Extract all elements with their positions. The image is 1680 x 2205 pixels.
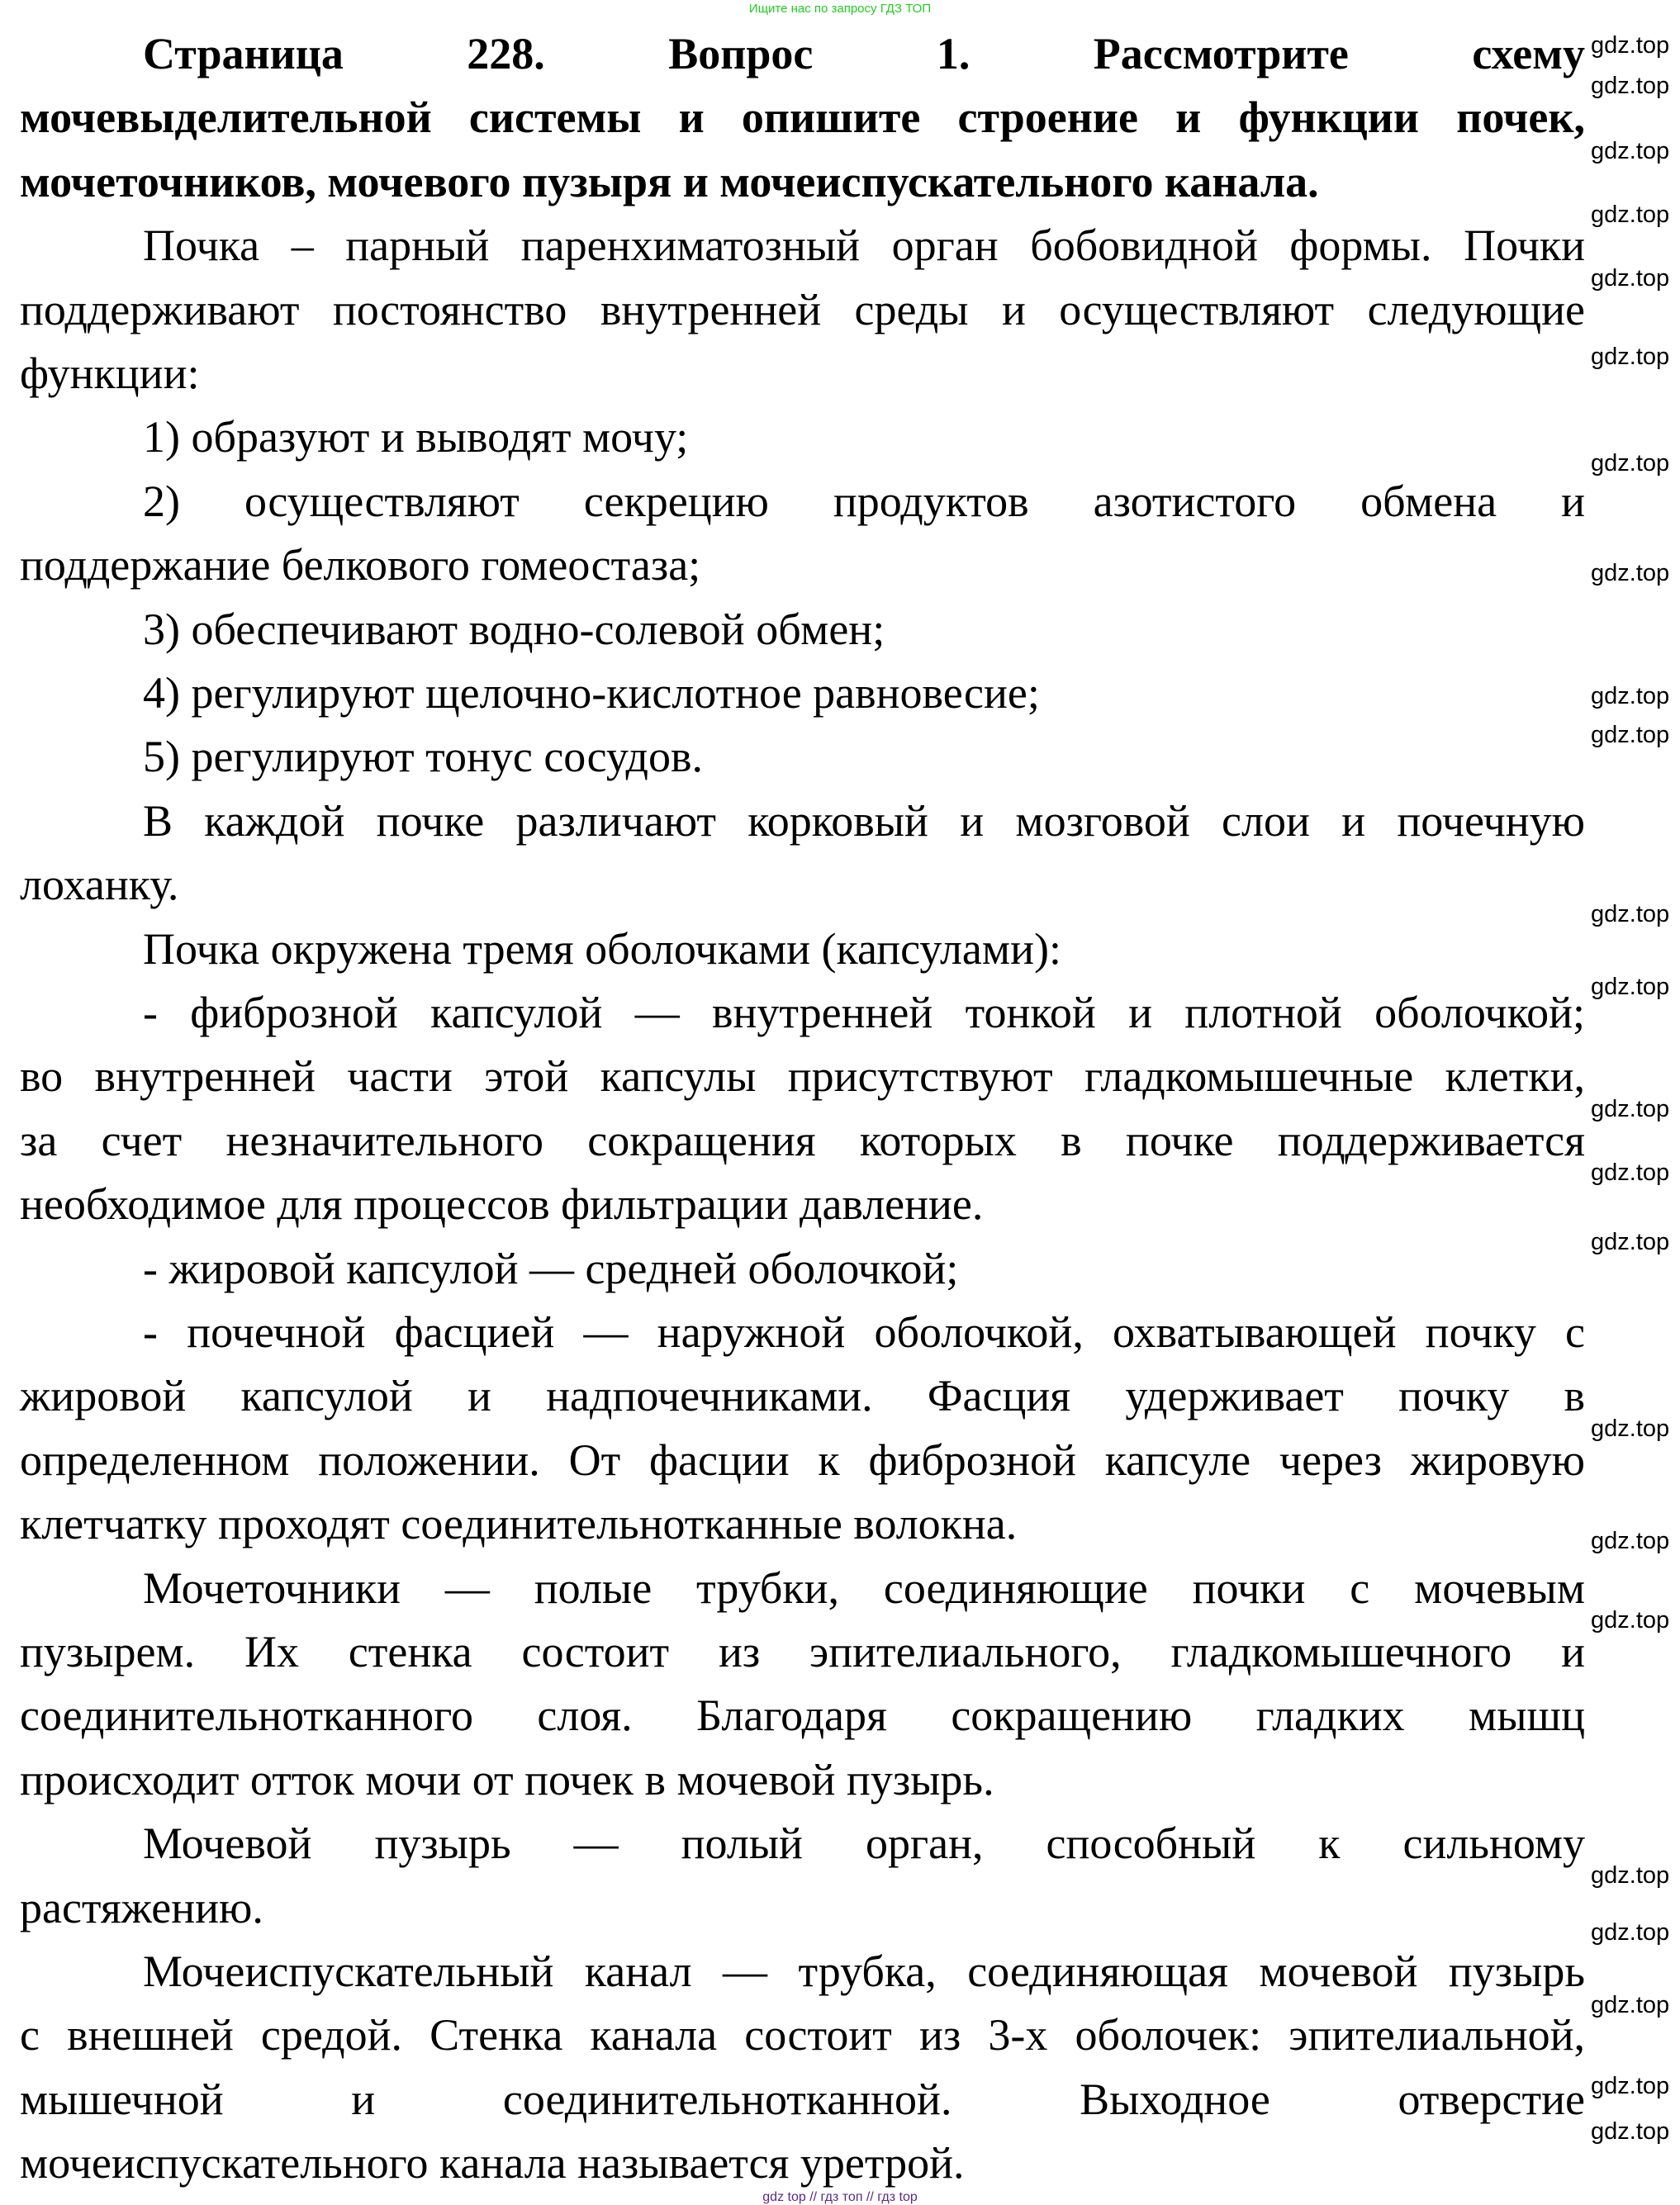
text-line: 3) обеспечивают водно-солевой обмен; [143, 604, 885, 654]
watermark: gdz.top [1591, 73, 1670, 100]
text-line: - почечной фасцией — наружной оболочкой, охватывающей почку с [143, 1307, 1585, 1357]
watermark: gdz.top [1591, 2072, 1670, 2099]
question-heading-line: мочеточников, мочевого пузыря и мочеиспускательного канала. [20, 156, 1319, 206]
watermark: gdz.top [1591, 1415, 1670, 1442]
watermark: gdz.top [1591, 559, 1670, 586]
watermark: gdz.top [1591, 682, 1670, 709]
text-line: растяжению. [20, 1882, 263, 1932]
text-line: поддержание белкового гомеостаза; [20, 540, 701, 590]
text-line: определенном положении. От фасции к фиброзной капсуле через жировую [20, 1434, 1585, 1485]
text-line: за счет незначительного сокращения которых в почке поддерживается [20, 1115, 1585, 1165]
watermark: gdz.top [1591, 137, 1670, 164]
watermark: gdz.top [1591, 722, 1670, 749]
text-line: с внешней средой. Стенка канала состоит из 3-х оболочек: эпителиальной, [20, 2010, 1585, 2060]
text-line: Мочевой пузырь — полый орган, способный к сильному [143, 1819, 1585, 1869]
text-line: пузырем. Их стенка состоит из эпителиального, гладкомышечного и [20, 1627, 1585, 1676]
watermark: gdz.top [1591, 1918, 1670, 1946]
text-line: В каждой почке различают корковый и мозговой слои и почечную [143, 795, 1585, 846]
watermark: gdz.top [1591, 201, 1670, 228]
watermark: gdz.top [1591, 1096, 1670, 1123]
watermark: gdz.top [1591, 1606, 1670, 1634]
question-heading-line: Страница 228. Вопрос 1. Рассмотрите схему [143, 29, 1585, 78]
watermark: gdz.top [1591, 1862, 1670, 1890]
text-line: 5) регулируют тонус сосудов. [143, 732, 703, 782]
text-line: необходимое для процессов фильтрации давление. [20, 1179, 984, 1230]
text-line: во внутренней части этой капсулы присутствуют гладкомышечные клетки, [20, 1051, 1585, 1102]
watermark: gdz.top [1591, 1159, 1670, 1187]
text-line: Почка окружена тремя оболочками (капсулами): [143, 923, 1061, 974]
text-line: - фиброзной капсулой — внутренней тонкой и плотной оболочкой; [143, 988, 1585, 1037]
text-line: происходит отток мочи от почек в мочевой пузырь. [20, 1754, 994, 1804]
text-line: мочеиспускательного канала называется уретрой. [20, 2138, 965, 2188]
text-line: лоханку. [20, 860, 179, 910]
question-heading-line: мочевыделительной системы и опишите строение и функции почек, [20, 92, 1585, 143]
watermark: gdz.top [1591, 449, 1670, 477]
text-line: жировой капсулой и надпочечниками. Фасция удерживает почку в [20, 1371, 1585, 1421]
watermark: gdz.top [1591, 2117, 1670, 2145]
watermark: gdz.top [1591, 264, 1670, 292]
search-hint-banner: Ищите нас по запросу ГДЗ ТОП [748, 2, 932, 16]
text-line: - жировой капсулой — средней оболочкой; [143, 1243, 959, 1293]
text-line: 2) осуществляют секрецию продуктов азотистого обмена и [143, 476, 1585, 526]
text-line: поддерживают постоянство внутренней среды и осуществляют следующие [20, 284, 1585, 334]
text-line: мышечной и соединительнотканной. Выходное отверстие [20, 2074, 1585, 2124]
footer-banner: gdz top // гдз топ // гдз top [762, 2190, 918, 2204]
watermark: gdz.top [1591, 1992, 1670, 2019]
text-line: Мочеиспускательный канал — трубка, соединяющая мочевой пузырь [143, 1947, 1585, 1996]
watermark: gdz.top [1591, 1228, 1670, 1255]
text-line: клетчатку проходят соединительнотканные волокна. [20, 1499, 1018, 1549]
watermark: gdz.top [1591, 1528, 1670, 1555]
watermark: gdz.top [1591, 973, 1670, 1000]
watermark: gdz.top [1591, 901, 1670, 928]
watermark: gdz.top [1591, 344, 1670, 371]
text-line: соединительнотканного слоя. Благодаря сокращению гладких мышц [20, 1690, 1585, 1741]
text-line: функции: [20, 349, 200, 398]
text-line: 4) регулируют щелочно-кислотное равновесие; [143, 668, 1040, 718]
text-line: Мочеточники — полые трубки, соединяющие почки с мочевым [143, 1562, 1585, 1613]
text-line: Почка – парный паренхиматозный орган бобовидной формы. Почки [143, 220, 1585, 271]
text-line: 1) образуют и выводят мочу; [143, 412, 689, 462]
watermark: gdz.top [1591, 31, 1670, 59]
